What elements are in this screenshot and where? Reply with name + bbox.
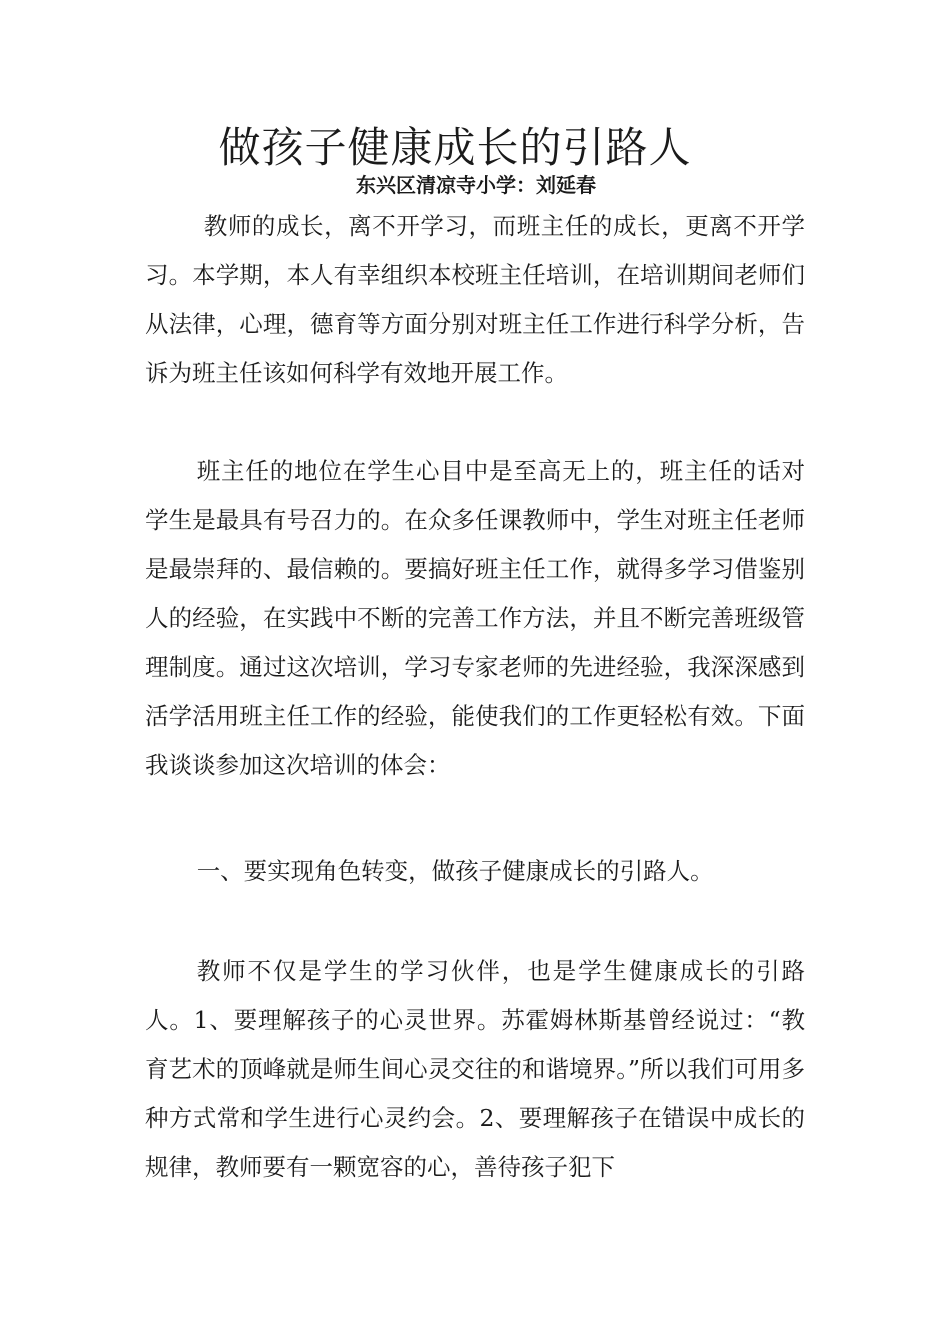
section-heading: 一、要实现角色转变，做孩子健康成长的引路人。 <box>196 857 714 885</box>
author-line: 东兴区清凉寺小学：刘延春 <box>356 173 596 197</box>
paragraph: 班主任的地位在学生心目中是至高无上的，班主任的话对学生是最具有号召力的。在众多任课教师中，学生对班主任老师是最崇拜的、最信赖的。要搞好班主任工作，就得多学习借鉴别人的经验，在实践中不断的完善工作方法，并且不断完善班级管理制度。通过这次培训，学习专家老师的先进经验，我深深感到活学活用班主任工作的经验，能使我们的工作更轻松有效。下面我谈谈参加这次培训的体会： <box>145 457 805 779</box>
paragraph: 教师不仅是学生的学习伙伴，也是学生健康成长的引路人。1、要理解孩子的心灵世界。苏霍姆林斯基曾经说过：“教育艺术的顶峰就是师生间心灵交往的和谐境界。”所以我们可用多种方式常和学生进行心灵约会。2、要理解孩子在错误中成长的规律，教师要有一颗宽容的心，善待孩子犯下 <box>145 957 805 1181</box>
paragraph: 教师的成长，离不开学习，而班主任的成长，更离不开学习。本学期，本人有幸组织本校班主任培训，在培训期间老师们从法律，心理，德育等方面分别对班主任工作进行科学分析，告诉为班主任该如何科学有效地开展工作。 <box>145 212 805 387</box>
document-title: 做孩子健康成长的引路人 <box>218 123 692 172</box>
